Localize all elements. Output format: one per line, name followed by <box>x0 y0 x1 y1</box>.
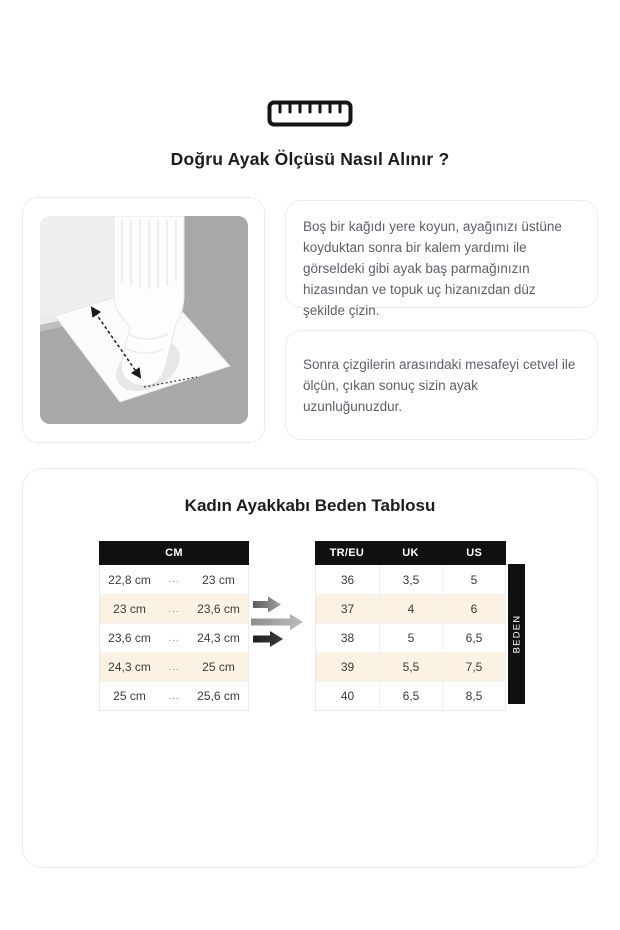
instruction-step-2 <box>285 330 598 440</box>
measurement-photo-card <box>22 197 265 443</box>
instruction-step-1 <box>285 200 598 318</box>
cm-table-row: 25 cm ... 25,6 cm <box>100 681 248 710</box>
page-title: Doğru Ayak Ölçüsü Nasıl Alınır ? <box>170 149 450 169</box>
size-table-title: Kadın Ayakkabı Beden Tablosu <box>184 496 436 515</box>
cm-table <box>99 541 249 711</box>
cm-table-header: CM <box>99 541 249 565</box>
ruler-icon <box>0 100 620 132</box>
size-table-row: 38 5 6,5 <box>316 623 505 652</box>
size-conversion-table <box>315 541 506 711</box>
arrow-right-icon <box>251 593 307 656</box>
foot-measurement-photo <box>40 216 248 424</box>
size-table-card <box>22 468 598 868</box>
instruction-step-2-text: Sonra çizgilerin arasındaki mesafeyi cetvel ile ölçün, çıkan sonuç sizin ayak uzunluğunuzdur. <box>303 356 576 414</box>
cm-table-row: 24,3 cm ... 25 cm <box>100 652 248 681</box>
size-table-row: 37 4 6 <box>316 594 505 623</box>
cm-table-row: 22,8 cm ... 23 cm <box>108 572 235 587</box>
size-table-row: 39 5,5 7,5 <box>316 652 505 681</box>
cm-table-row: 23,6 cm ... 24,3 cm <box>100 623 248 652</box>
instruction-step-1-text: Boş bir kağıdı yere koyun, ayağınızı üstüne koyduktan sonra bir kalem yardımı ile görseldeki gibi ayak baş parmağınızın hizasından ve topuk uç hizanızdan düz şekilde çizin. <box>303 219 562 318</box>
size-table-header: TR/EU UK US <box>315 541 506 565</box>
cm-table-row: 23 cm ... 23,6 cm <box>100 594 248 623</box>
size-table-row: 36 3,5 5 <box>316 565 505 594</box>
beden-side-label: BEDEN <box>508 564 525 704</box>
size-table-row: 40 6,5 8,5 <box>316 681 505 710</box>
